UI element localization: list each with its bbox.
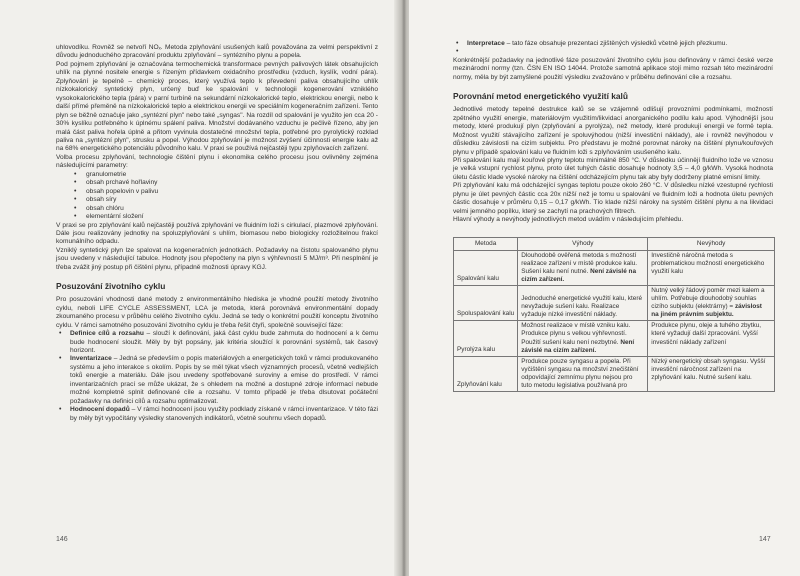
term-text: – V rámci hodnocení jsou využity podklady získané v rámci inventarizace. V této fázi by měly být vypočítány výsledky stanovených indikátorů, včetně souhrnu všech dopadů. — [70, 406, 378, 422]
list-item — [56, 355, 378, 406]
pros-cell: Jednoduché energetické využití kalu, které nevyžaduje sušení kalu. Realizace vyžaduje nízké investiční náklady. — [518, 285, 648, 320]
term: Inventarizace — [70, 355, 112, 363]
list-item: • granulometrie — [56, 171, 378, 179]
list-item — [453, 40, 773, 48]
left-text-column — [56, 44, 378, 423]
comparison-table — [453, 237, 775, 393]
table-row — [454, 356, 775, 391]
page-number: 146 — [56, 536, 68, 543]
parameter-list — [56, 171, 378, 222]
method-cell: Zplyňování kalu — [454, 356, 518, 391]
term: Interpretace — [467, 40, 505, 47]
method-cell: Pyrolýza kalu — [454, 321, 518, 356]
list-item: • obsah prchavé hořlaviny — [56, 179, 378, 187]
method-cell: Spalování kalu — [454, 250, 518, 285]
list-item: • obsah popelovin v palivu — [56, 188, 378, 196]
method-cell: Spoluspalování kalu — [454, 285, 518, 320]
paragraph: Vzniklý syntetický plyn lze spalovat na kogeneračních jednotkách. Požadavky na čistotu spalovaného plynu jsou uvedeny v následující tabulce. Hodnoty jsou přepočteny na plyn s výhřevností 5 MJ/m³. Při nesplnění je třeba zvážit jiný postup při čištění plynu, případně možnosti úpravy KGJ. — [56, 246, 378, 271]
paragraph: Pod pojmem zplyňování je označována termochemická transformace pevných palivových látek obsahujících uhlík na plynné nositele energie s řízeným přídavkem oxidačního prostředku (vzduch, kyslík, vodní pára). Zplyňování je tepelně – chemický proces, který využívá teplo k převedení paliva obsahujícího uhlík nízkokalorický syntetický plyn, určený buď ke spalování v technologii kogenerování vzniklého vysokokalorického tepla (pára) v parní turbíně na sekundární nízkokalorické teplo, elektrickou energii, nebo k další přímé přeměně na nízkokalorické teplo a elektrickou energii ve speciálním kogeneračním zařízení. Tento plyn se běžně označuje jako „syntézní plyn" nebo také „syngas". Na rozdíl od spalování je využito jen cca 20 - 30% kyslíku potřebného k úplnému spálení paliva. Množství dodávaného vzduchu je pečlivě řízeno, aby jen malá část paliva hořela úplně a přitom vyvinula dostatečné množství tepla, potřebné pro pyrolytický rozklad paliva na „syntézní plyn", strusku a popel. Výhodou zplyňování je možnost zvýšení účinnosti energie kalu až na 68% energetického potenciálu původního kalu. V praxi se používá nejčastěji typu zplyňovacích zařízení. — [56, 60, 378, 153]
column-header: Nevýhody — [648, 237, 775, 250]
term: Definice cílů a rozsahu — [70, 330, 144, 338]
pros-cell: Produkce pouze syngasu a popela. Při vyčištění syngasu na množství znečištění odpovídající zemnímu plynu nejsou pro tuto metodu legislativa používaná pro — [518, 356, 648, 391]
list-item: • obsah chlóru — [56, 205, 378, 213]
term-text: – Jedná se především o popis materiálových a energetických toků v rámci produkovaného systému a jeho interakce s okolím. Popis by se měl týkat všech významných procesů, včetně vedlejších toků energie a materiálu. Dále jsou uvedeny spotřebované suroviny a emise do prostředí. V rámci inventarizačních prací se může ukázat, že s ohledem na možné a dostupné zdroje informací nebude možné kompletně splnit definované cíle a rozsahu. V tomto případě je třeba dlsutovat počáteční požadavky na definici cílů a rozsahu optimalizovat. — [70, 355, 378, 405]
paragraph: Pro posuzování vhodnosti dané metody z environmentálního hlediska je vhodné použití metody životního cyklu, neboli LIFE CYCLE ASSESSMENT, LCA je metoda, která porovnává environmentální dopady zkoumaného procesu v průběhu celého životního cyklu. Jedná se tedy o konkrétní použití konceptu životního cyklu. V rámci samotného posuzování životního cyklu je třeba řešit čtyři, společně související fáze: — [56, 296, 378, 329]
list-item — [453, 48, 773, 56]
cons-cell: Nízký energetický obsah syngasu. Vyšší investiční náročnost zařízení na zplyňování kalu. Nutné sušení kalu. — [648, 356, 775, 391]
paragraph: V praxi se pro zplyňování kalů nejčastěji používá zplyňování ve fluidním loži s cirkulací, plazmové zplyňování. Dále jsou realizovány jednotky na spoluzplyňování s uhlím, biomasou nebo biologicky rozložitelnou frakcí komunálního odpadu. — [56, 221, 378, 246]
pros-cell: Dlouhodobě ověřená metoda s možností realizace zařízení v místě produkce kalu. Sušení kalu není nutné. Není závislé na cizím zařízení. — [518, 250, 648, 285]
list-item — [56, 406, 378, 423]
paragraph: Konkrétnější požadavky na jednotlivé fáze posuzování životního cyklu jsou definovány v rámci české verze mezinárodní normy (tzn. ČSN EN ISO 14044. Protože samotná aplikace stojí mimo rozsah této mezinárodní normy, měla by být zamyšlené použití výsledku zvažováno v průběhu definování cíle a rozsahu. — [453, 56, 773, 81]
list-item: • obsah síry — [56, 196, 378, 204]
section-heading: Porovnání metod energetického využití kalů — [453, 91, 628, 102]
right-text-column — [453, 40, 773, 392]
table-row — [454, 285, 775, 320]
list-item — [56, 330, 378, 355]
paragraph: Jednotlivé metody tepelné destrukce kalů se se vzájemně odlišují provozními podmínkami, možností zpětného využití energie, materiálovým využitím/likvidací anorganického podílu kalu apod. Výhodnější jsou metody, které produkují plyn (zplyňování a pyrolýza), než metody, které produkují energii ve formě tepla. Možnost využití stávajícího zařízení je spoluvýhodou (nižší investiční náklady), ale i rovněž nevýhodou v důsledku závislosti na cizím subjektu. Pro představu je možné porovnat nároky na čištění plynu/kouřových plynu v případě spalování kalu ve fluidním loži s zplyňováním usušeného kalu. — [453, 106, 773, 156]
phase-list — [56, 330, 378, 423]
paragraph: Při spalování kalu mají kouřové plyny teplotu minimálně 850 °C. V důsledku účinnějí fluidního lože ve vznosu je velká vstupní rychlost plynu, proto úlet tuhých částic dosahuje hodnoty 3,5 – 4,0 g/kWh. Vysoká hodnota úletu částic klade vysoké nároky na čištění odcházejícím plynu tak aby byly dodrženy platné emisní limity. — [453, 156, 773, 181]
right-page — [409, 0, 800, 576]
column-header: Metoda — [454, 237, 518, 250]
page-number: 147 — [759, 536, 771, 543]
list-item: • elementární složení — [56, 213, 378, 221]
pros-cell: Možnost realizace v místě vzniku kalu. Produkce plynu s velkou výhřevností. Použití sušení kalu není nezbytné. Není závislé na cizím zařízení. — [518, 321, 648, 356]
phase-list-continued — [453, 40, 773, 57]
paragraph: Volba procesu zplyňování, technologie čištění plynu i ekonomika celého procesu jsou ovlivněny zejména následujícími parametry: — [56, 153, 378, 170]
term-text: – tato fáze obsahuje prezentaci zjištěných výsledků včetně jejich přezkumu. — [504, 40, 728, 47]
table-header-row — [454, 237, 775, 250]
table-row — [454, 250, 775, 285]
term: Hodnocení dopadů — [70, 406, 130, 414]
table-row — [454, 321, 775, 356]
column-header: Výhody — [518, 237, 648, 250]
section-heading: Posuzování životního cyklu — [56, 281, 166, 292]
cons-cell: Produkce plynu, oleje a tuhého zbytku, které vyžadují další zpracování. Vyšší investiční náklady zařízení — [648, 321, 775, 356]
cons-cell: Investičně náročná metoda s problematickou možností energetického využití kalu — [648, 250, 775, 285]
paragraph: Při zplyňování kalu má odcházející syngas teplotu pouze okolo 260 °C. V důsledku nízké vzestupné rychlosti plynu je úlet pevných částic cca 20x nižší než je tomu u spalování ve fluidním loži a hodnota úletu pevných částic dosahuje v průměru 0,15 – 0,17 g/kWh. Tío klade nižší nároky na systém čištění plynu a na likvidaci velmi jemného popílku, který se zachytí na prachových filtrech. — [453, 182, 773, 215]
paragraph: uhlovodíku. Rovněž se netvoří NOₓ. Metoda zplyňování usušených kalů považována za velmi perspektivní z důvodu jednoduchého zpracování produktu zplyňování – syntézního plynu a popela. — [56, 44, 378, 60]
paragraph: Hlavní výhody a nevýhody jednotlivých metod uvádím v následujícím přehledu. — [453, 216, 684, 224]
term-text: – slouží k definování, jaká část cyklu bude zahrnuta do hodnocení a k čemu bude hodnocení sloužit. Měly by být popsány, jak kritéria sloužící k porovnání systémů, tak časový horizont. — [70, 330, 379, 354]
cons-cell: Nutný velký řádový poměr mezi kalem a uhlím. Potřebuje dlouhodobý souhlas cizího subjektu (elektrárny) = závislost na jiném právním subjektu. — [648, 285, 775, 320]
